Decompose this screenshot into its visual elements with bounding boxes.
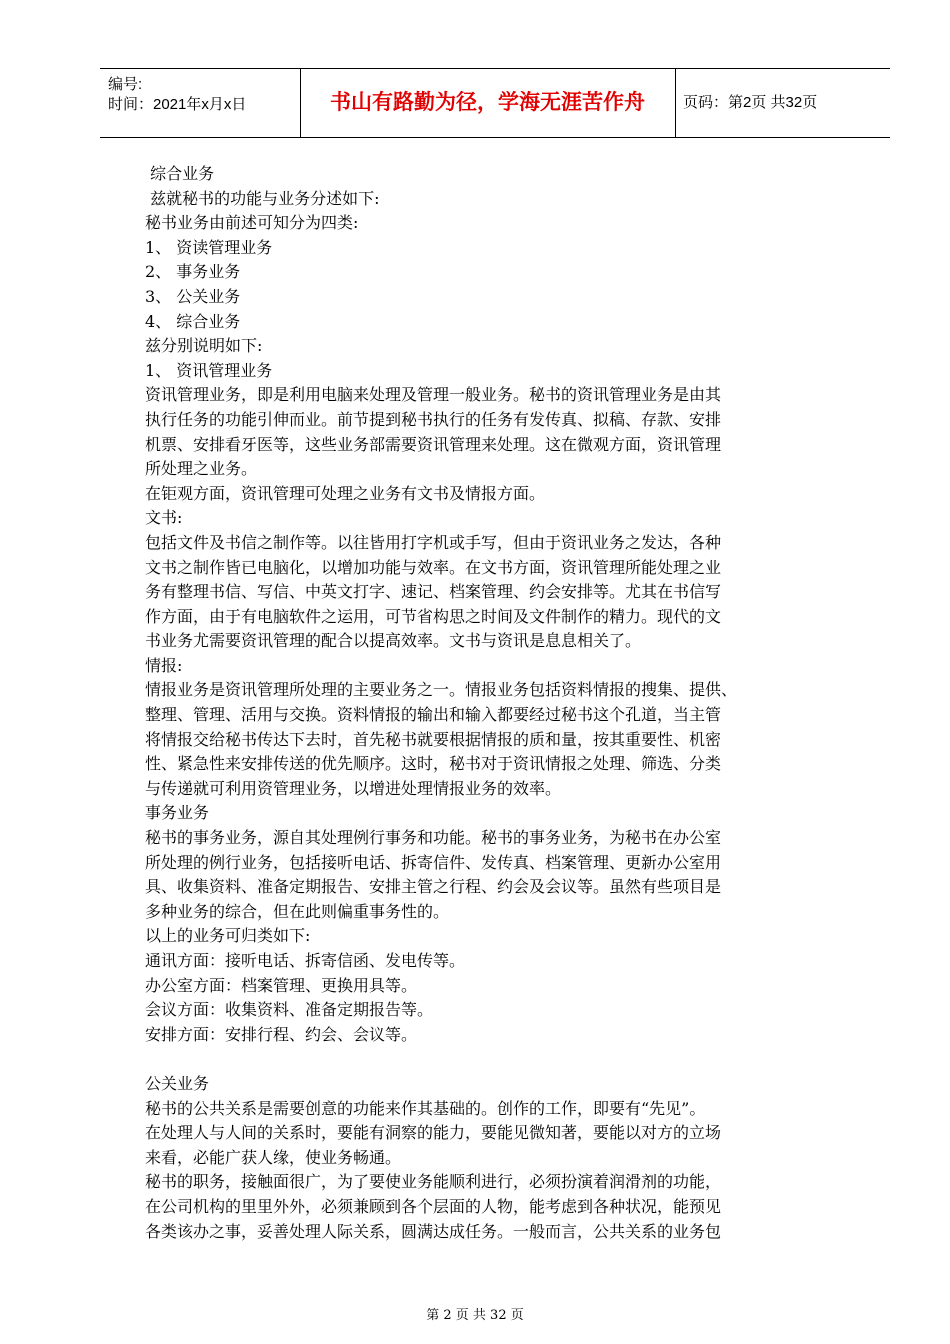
body-line: 安排方面：安排行程、约会、会议等。 bbox=[145, 1024, 418, 1044]
document-time-label: 时间：2021年x月x日 bbox=[108, 96, 247, 113]
body-line: 秘书的公共关系是需要创意的功能来作其基础的。创作的工作，即要有“先见”。 bbox=[145, 1098, 706, 1118]
body-line: 秘书业务由前述可知分为四类: bbox=[145, 213, 359, 233]
document-body bbox=[145, 162, 870, 1244]
document-number-label: 编号: bbox=[108, 76, 143, 93]
header-slogan: 书山有路勤为径，学海无涯苦作舟 bbox=[330, 91, 645, 114]
body-line: 多种业务的综合，但在此则偏重事务性的。 bbox=[145, 901, 450, 921]
body-line: 兹分别说明如下: bbox=[145, 336, 263, 356]
body-line: 在钜观方面，资讯管理可处理之业务有文书及情报方面。 bbox=[145, 483, 546, 503]
body-line: 与传递就可利用资管理业务，以增进处理情报业务的效率。 bbox=[145, 778, 562, 798]
body-line: 2、 事务业务 bbox=[145, 262, 241, 282]
body-line: 作方面，由于有电脑软件之运用，可节省构思之时间及文件制作的精力。现代的文 bbox=[145, 606, 722, 626]
body-line: 资讯管理业务，即是利用电脑来处理及管理一般业务。秘书的资讯管理业务是由其 bbox=[145, 385, 722, 405]
body-line: 以上的业务可归类如下: bbox=[145, 926, 311, 946]
body-line: 务有整理书信、写信、中英文打字、速记、档案管理、约会安排等。尤其在书信写 bbox=[145, 582, 722, 602]
body-line: 会议方面：收集资料、准备定期报告等。 bbox=[145, 1000, 434, 1020]
body-line: 机票、安排看牙医等，这些业务部需要资讯管理来处理。这在微观方面，资讯管理 bbox=[145, 434, 722, 454]
body-line: 公关业务 bbox=[145, 1073, 210, 1093]
body-line: 文书之制作皆已电脑化，以增加功能与效率。在文书方面，资讯管理所能处理之业 bbox=[145, 557, 722, 577]
body-line: 来看，必能广获人缘，使业务畅通。 bbox=[145, 1147, 402, 1167]
body-line: 综合业务 bbox=[145, 164, 215, 183]
body-line: 执行任务的功能引伸而业。前节提到秘书执行的任务有发传真、拟稿、存款、安排 bbox=[145, 409, 722, 429]
body-line: 兹就秘书的功能与业务分述如下: bbox=[145, 188, 380, 208]
body-line: 在处理人与人间的关系时，要能有洞察的能力，要能见微知著，要能以对方的立场 bbox=[145, 1123, 722, 1143]
header-slogan-cell bbox=[300, 69, 676, 137]
body-line: 情报: bbox=[145, 655, 183, 675]
page-header bbox=[100, 68, 890, 138]
page-footer: 第 2 页 共 32 页 bbox=[426, 1308, 524, 1323]
body-line: 办公室方面：档案管理、更换用具等。 bbox=[145, 975, 418, 995]
body-line: 在公司机构的里里外外，必须兼顾到各个层面的人物，能考虑到各种状况，能预见 bbox=[145, 1196, 722, 1216]
body-line: 事务业务 bbox=[145, 803, 210, 823]
header-left-cell bbox=[100, 69, 301, 137]
body-line bbox=[145, 1047, 870, 1072]
body-line: 文书: bbox=[145, 508, 183, 528]
body-line: 整理、管理、活用与交换。资料情报的输出和输入都要经过秘书这个孔道，当主管 bbox=[145, 705, 722, 725]
header-page-code: 页码：第2页 共32页 bbox=[683, 94, 818, 111]
body-line: 所处理之业务。 bbox=[145, 459, 258, 479]
header-page-cell bbox=[675, 69, 890, 137]
body-line: 情报业务是资讯管理所处理的主要业务之一。情报业务包括资料情报的搜集、提供、 bbox=[145, 680, 738, 700]
body-line: 具、收集资料、准备定期报告、安排主管之行程、约会及会议等。虽然有些项目是 bbox=[145, 877, 722, 897]
body-line: 1、 资讯管理业务 bbox=[145, 360, 273, 380]
body-line: 3、 公关业务 bbox=[145, 286, 241, 306]
body-line: 性、紧急性来安排传送的优先顺序。这时，秘书对于资讯情报之处理、筛选、分类 bbox=[145, 754, 722, 774]
body-line: 包括文件及书信之制作等。以往皆用打字机或手写，但由于资讯业务之发达，各种 bbox=[145, 532, 722, 552]
body-line: 通讯方面：接听电话、拆寄信函、发电传等。 bbox=[145, 951, 466, 970]
body-line: 秘书的事务业务，源自其处理例行事务和功能。秘书的事务业务，为秘书在办公室 bbox=[145, 828, 722, 848]
body-line: 各类该办之事，妥善处理人际关系，圆满达成任务。一般而言，公共关系的业务包 bbox=[145, 1221, 722, 1241]
body-line: 1、 资读管理业务 bbox=[145, 237, 273, 257]
body-line: 秘书的职务，接触面很广，为了要使业务能顺利进行，必须扮演着润滑剂的功能， bbox=[145, 1172, 722, 1192]
body-line: 将情报交给秘书传达下去时，首先秘书就要根据情报的质和量，按其重要性、机密 bbox=[145, 729, 722, 749]
body-line: 所处理的例行业务，包括接听电话、拆寄信件、发传真、档案管理、更新办公室用 bbox=[145, 852, 722, 872]
body-line: 书业务尤需要资讯管理的配合以提高效率。文书与资讯是息息相关了。 bbox=[145, 631, 642, 651]
body-line: 4、 综合业务 bbox=[145, 311, 241, 331]
